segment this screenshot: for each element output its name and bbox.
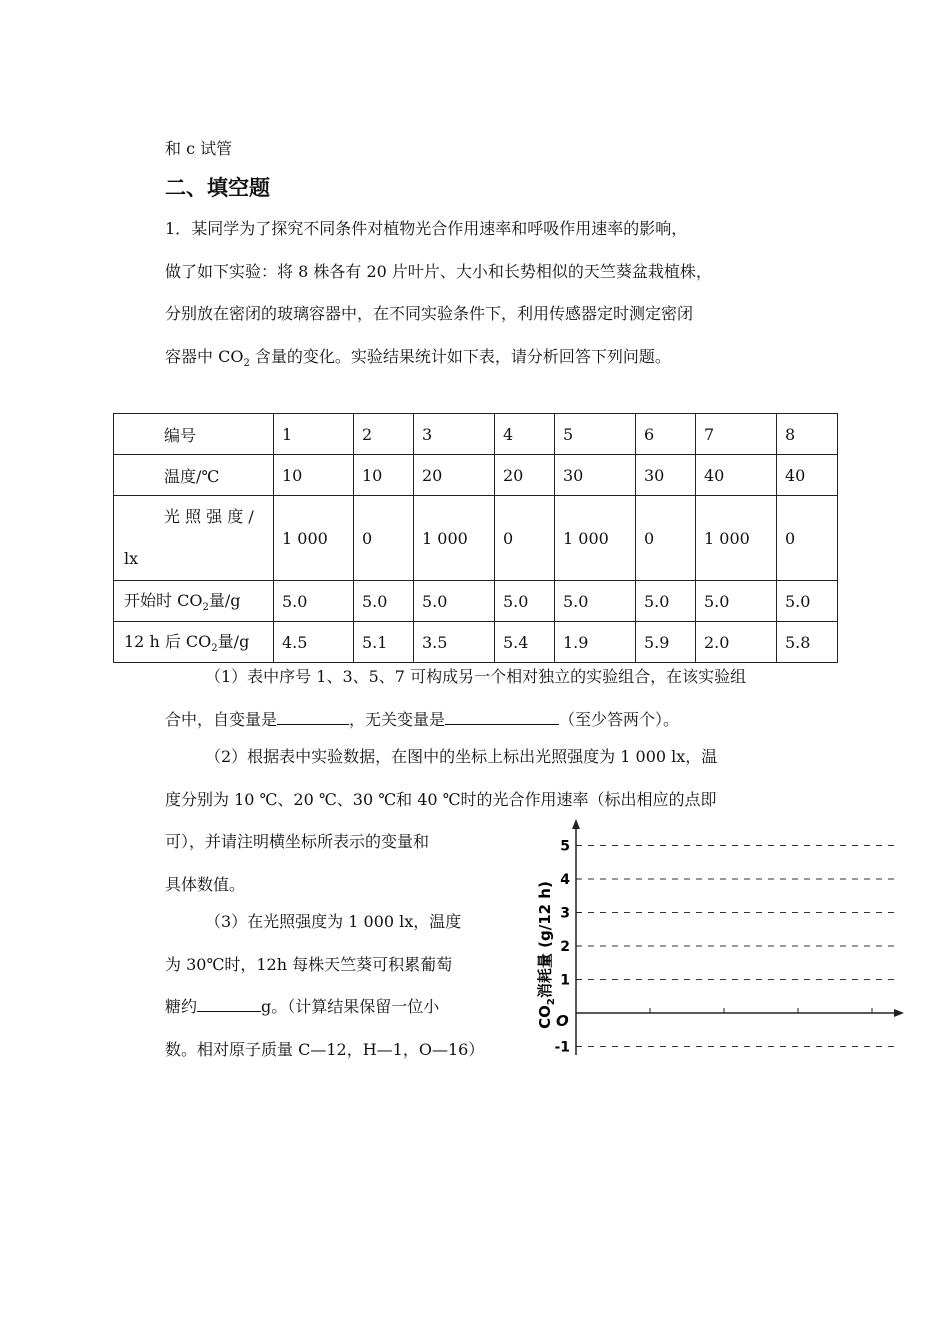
- row-label-light-b: lx: [124, 549, 139, 568]
- table-cell: 1.9: [555, 622, 636, 663]
- experiment-table: [113, 413, 838, 663]
- y-axis-arrow: [572, 819, 580, 829]
- origin-label: O: [556, 1012, 569, 1030]
- table-cell: 1 000: [555, 496, 636, 581]
- table-row-light: [114, 496, 838, 581]
- row-label-light-a: 光 照 强 度 /: [164, 507, 254, 526]
- sub2-line-2: 度分别为 10 ℃、20 ℃、30 ℃和 40 ℃时的光合作用速率（标出相应的点即: [165, 790, 717, 809]
- table-cell: 5.0: [495, 581, 555, 622]
- y-tick-label: 2: [560, 939, 570, 955]
- y-tick-label: 1: [560, 972, 570, 989]
- y-tick-label: 4: [560, 872, 570, 888]
- y-tick-label: -1: [554, 1039, 570, 1056]
- sub1-line-2-b: ，无关变量是: [349, 710, 446, 729]
- table-cell: 1 000: [274, 496, 354, 581]
- table-cell: 5.0: [354, 581, 414, 622]
- answer-blank-glucose[interactable]: [197, 995, 261, 1012]
- table-cell: 40: [777, 455, 838, 496]
- question-line-3: 分别放在密闭的玻璃容器中，在不同实验条件下，利用传感器定时测定密闭: [165, 304, 694, 323]
- table-row-co2-start: [114, 581, 838, 622]
- table-cell: 10: [274, 455, 354, 496]
- y-axis-label: $CO_2$消耗量 (g/12 h): [536, 881, 557, 1029]
- table-cell: 2: [354, 414, 414, 455]
- table-cell: 4.5: [274, 622, 354, 663]
- table-cell: 3.5: [414, 622, 495, 663]
- table-cell: 8: [777, 414, 838, 455]
- table-cell: 3: [414, 414, 495, 455]
- table-cell: 5.0: [777, 581, 838, 622]
- question-line-4: [165, 344, 671, 369]
- sub1-line-2-c: （至少答两个）。: [559, 710, 680, 729]
- table-cell: 5.0: [555, 581, 636, 622]
- question-line-1: [165, 216, 687, 239]
- table-row-id: [114, 414, 838, 455]
- section-heading: 二、填空题: [165, 176, 270, 200]
- table-cell: 7: [696, 414, 777, 455]
- row-label-co2-end-sub: 2: [211, 643, 218, 655]
- table-cell: 5.9: [636, 622, 696, 663]
- row-label-light: [114, 496, 274, 581]
- table-row-co2-end: [114, 622, 838, 663]
- table-cell: 5.4: [495, 622, 555, 663]
- y-tick-label: 3: [560, 905, 570, 922]
- question-number: 1．: [165, 219, 192, 238]
- co2-consumption-chart[interactable]: [530, 815, 910, 1065]
- x-axis-arrow: [894, 1009, 904, 1017]
- row-label-co2-start-b: 量/g: [208, 591, 241, 611]
- row-label-co2-end-b: 量/g: [217, 632, 250, 652]
- sub1-line-2-a: 合中，自变量是: [165, 710, 278, 729]
- sub3-line-3-b: g。（计算结果保留一位小: [261, 997, 440, 1016]
- table-cell: 2.0: [696, 622, 777, 663]
- question-line-4-b: 含量的变化。实验结果统计如下表，请分析回答下列问题。: [249, 347, 671, 366]
- table-cell: 1 000: [414, 496, 495, 581]
- table-cell: 10: [354, 455, 414, 496]
- row-label-co2-end: [114, 622, 274, 663]
- row-label-co2-end-a: 12 h 后 CO: [124, 632, 212, 652]
- row-label-co2-start-sub: 2: [202, 602, 209, 614]
- table-cell: 0: [495, 496, 555, 581]
- sub3-line-2: 为 30℃时，12h 每株天竺葵可积累葡萄: [165, 955, 453, 974]
- question-line-2: 做了如下实验：将 8 株各有 20 片叶片、大小和长势相似的天竺葵盆栽植株，: [165, 262, 712, 281]
- table-cell: 5.0: [414, 581, 495, 622]
- table-cell: 0: [354, 496, 414, 581]
- table-cell: 1 000: [696, 496, 777, 581]
- table-cell: 5.8: [777, 622, 838, 663]
- row-label-temp: 温度/℃: [114, 455, 274, 496]
- row-label-co2-start: [114, 581, 274, 622]
- table-cell: 6: [636, 414, 696, 455]
- sub3-line-3: [165, 994, 439, 1017]
- answer-blank-controlled-variables[interactable]: [445, 708, 559, 725]
- table-cell: 5.0: [696, 581, 777, 622]
- sub2-line-1: （2）根据表中实验数据，在图中的坐标上标出光照强度为 1 000 lx，温: [205, 747, 718, 766]
- answer-blank-independent-variable[interactable]: [277, 708, 349, 725]
- table-cell: 20: [495, 455, 555, 496]
- row-label-id: 编号: [114, 414, 274, 455]
- y-tick-label: 5: [560, 838, 570, 855]
- table-cell: 30: [555, 455, 636, 496]
- table-cell: 0: [777, 496, 838, 581]
- question-line-4-sub: 2: [243, 358, 250, 370]
- table-cell: 5.0: [636, 581, 696, 622]
- table-row-temp: [114, 455, 838, 496]
- sub3-line-4: 数。相对原子质量 C—12，H—1，O—16）: [165, 1040, 485, 1059]
- sub2-line-3: 可），并请注明横坐标所表示的变量和: [165, 832, 430, 851]
- previous-answer-fragment: 和 c 试管: [165, 139, 233, 158]
- table-cell: 1: [274, 414, 354, 455]
- sub2-line-4: 具体数值。: [165, 875, 246, 894]
- table-cell: 4: [495, 414, 555, 455]
- table-cell: 0: [636, 496, 696, 581]
- question-text-1: 某同学为了探究不同条件对植物光合作用速率和呼吸作用速率的影响，: [191, 219, 688, 238]
- table-cell: 30: [636, 455, 696, 496]
- sub1-line-1: （1）表中序号 1、3、5、7 可构成另一个相对独立的实验组合，在该实验组: [205, 667, 747, 686]
- sub3-line-1: （3）在光照强度为 1 000 lx，温度: [205, 912, 462, 931]
- sub1-line-2: [165, 707, 679, 730]
- row-label-co2-start-a: 开始时 CO: [124, 591, 203, 611]
- table-cell: 20: [414, 455, 495, 496]
- table-cell: 5: [555, 414, 636, 455]
- question-line-4-a: 容器中 CO: [165, 347, 244, 366]
- table-cell: 5.1: [354, 622, 414, 663]
- table-cell: 40: [696, 455, 777, 496]
- sub3-line-3-a: 糖约: [165, 997, 198, 1016]
- table-cell: 5.0: [274, 581, 354, 622]
